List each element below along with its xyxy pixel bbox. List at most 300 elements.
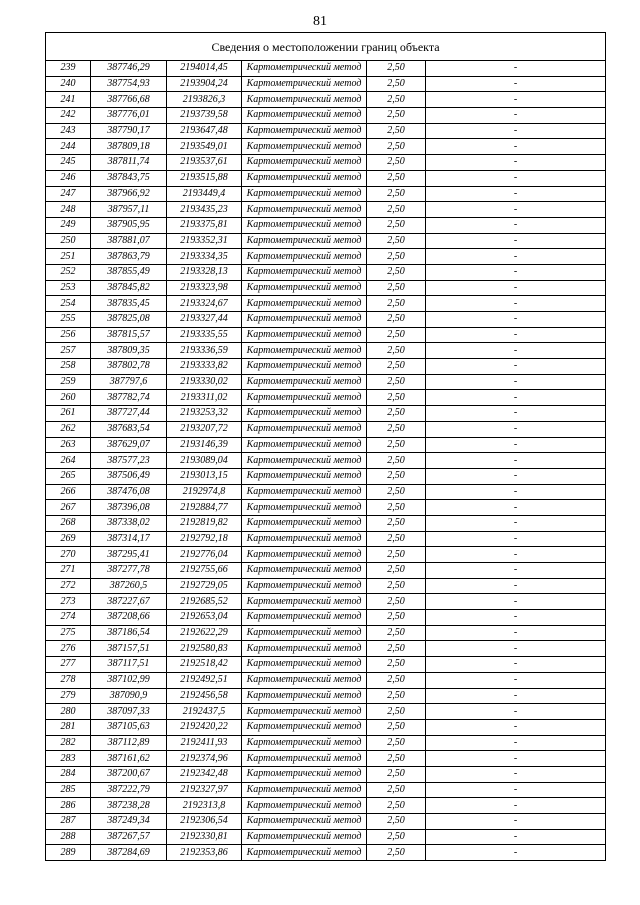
method-cell: Картометрический метод	[242, 594, 367, 610]
x-coordinate-cell: 387727,44	[91, 406, 167, 422]
table-row	[46, 484, 606, 500]
accuracy-cell: 2,50	[367, 296, 426, 312]
y-coordinate-cell: 2193336,59	[167, 343, 242, 359]
table-row	[46, 845, 606, 861]
description-cell: -	[426, 547, 606, 563]
accuracy-cell: 2,50	[367, 766, 426, 782]
x-coordinate-cell: 387766,68	[91, 92, 167, 108]
method-cell: Картометрический метод	[242, 515, 367, 531]
point-number-cell: 259	[46, 374, 91, 390]
method-cell: Картометрический метод	[242, 766, 367, 782]
point-number-cell: 260	[46, 390, 91, 406]
table-row	[46, 92, 606, 108]
method-cell: Картометрический метод	[242, 421, 367, 437]
table-row	[46, 578, 606, 594]
description-cell: -	[426, 578, 606, 594]
y-coordinate-cell: 2192653,04	[167, 610, 242, 626]
description-cell: -	[426, 233, 606, 249]
table-row	[46, 829, 606, 845]
point-number-cell: 255	[46, 312, 91, 328]
x-coordinate-cell: 387845,82	[91, 280, 167, 296]
x-coordinate-cell: 387863,79	[91, 249, 167, 265]
point-number-cell: 287	[46, 814, 91, 830]
y-coordinate-cell: 2192374,96	[167, 751, 242, 767]
table-row	[46, 798, 606, 814]
description-cell: -	[426, 421, 606, 437]
description-cell: -	[426, 202, 606, 218]
description-cell: -	[426, 845, 606, 861]
table-row	[46, 594, 606, 610]
table-row	[46, 108, 606, 124]
y-coordinate-cell: 2192353,86	[167, 845, 242, 861]
accuracy-cell: 2,50	[367, 751, 426, 767]
accuracy-cell: 2,50	[367, 563, 426, 579]
accuracy-cell: 2,50	[367, 217, 426, 233]
point-number-cell: 257	[46, 343, 91, 359]
method-cell: Картометрический метод	[242, 233, 367, 249]
description-cell: -	[426, 92, 606, 108]
y-coordinate-cell: 2192755,66	[167, 563, 242, 579]
y-coordinate-cell: 2193435,23	[167, 202, 242, 218]
method-cell: Картометрический метод	[242, 531, 367, 547]
table-row	[46, 280, 606, 296]
method-cell: Картометрический метод	[242, 845, 367, 861]
method-cell: Картометрический метод	[242, 798, 367, 814]
accuracy-cell: 2,50	[367, 672, 426, 688]
point-number-cell: 247	[46, 186, 91, 202]
description-cell: -	[426, 264, 606, 280]
method-cell: Картометрический метод	[242, 547, 367, 563]
accuracy-cell: 2,50	[367, 578, 426, 594]
y-coordinate-cell: 2192792,18	[167, 531, 242, 547]
point-number-cell: 264	[46, 453, 91, 469]
x-coordinate-cell: 387314,17	[91, 531, 167, 547]
description-cell: -	[426, 657, 606, 673]
description-cell: -	[426, 312, 606, 328]
accuracy-cell: 2,50	[367, 123, 426, 139]
accuracy-cell: 2,50	[367, 233, 426, 249]
y-coordinate-cell: 2193333,82	[167, 359, 242, 375]
description-cell: -	[426, 814, 606, 830]
description-cell: -	[426, 374, 606, 390]
x-coordinate-cell: 387577,23	[91, 453, 167, 469]
table-row	[46, 170, 606, 186]
point-number-cell: 244	[46, 139, 91, 155]
x-coordinate-cell: 387260,5	[91, 578, 167, 594]
method-cell: Картометрический метод	[242, 390, 367, 406]
method-cell: Картометрический метод	[242, 139, 367, 155]
x-coordinate-cell: 387746,29	[91, 61, 167, 77]
method-cell: Картометрический метод	[242, 657, 367, 673]
table-row	[46, 139, 606, 155]
accuracy-cell: 2,50	[367, 515, 426, 531]
description-cell: -	[426, 296, 606, 312]
description-cell: -	[426, 641, 606, 657]
accuracy-cell: 2,50	[367, 390, 426, 406]
table-row	[46, 202, 606, 218]
table-row	[46, 155, 606, 171]
accuracy-cell: 2,50	[367, 186, 426, 202]
y-coordinate-cell: 2193327,44	[167, 312, 242, 328]
method-cell: Картометрический метод	[242, 280, 367, 296]
accuracy-cell: 2,50	[367, 76, 426, 92]
table-row	[46, 374, 606, 390]
point-number-cell: 239	[46, 61, 91, 77]
table-row	[46, 563, 606, 579]
accuracy-cell: 2,50	[367, 343, 426, 359]
y-coordinate-cell: 2192330,81	[167, 829, 242, 845]
point-number-cell: 246	[46, 170, 91, 186]
method-cell: Картометрический метод	[242, 500, 367, 516]
table-row	[46, 500, 606, 516]
method-cell: Картометрический метод	[242, 406, 367, 422]
x-coordinate-cell: 387186,54	[91, 625, 167, 641]
table-row	[46, 719, 606, 735]
accuracy-cell: 2,50	[367, 547, 426, 563]
table-row	[46, 421, 606, 437]
point-number-cell: 258	[46, 359, 91, 375]
y-coordinate-cell: 2193537,61	[167, 155, 242, 171]
accuracy-cell: 2,50	[367, 202, 426, 218]
description-cell: -	[426, 343, 606, 359]
accuracy-cell: 2,50	[367, 610, 426, 626]
accuracy-cell: 2,50	[367, 327, 426, 343]
table-row	[46, 296, 606, 312]
point-number-cell: 269	[46, 531, 91, 547]
accuracy-cell: 2,50	[367, 421, 426, 437]
x-coordinate-cell: 387855,49	[91, 264, 167, 280]
description-cell: -	[426, 625, 606, 641]
x-coordinate-cell: 387476,08	[91, 484, 167, 500]
x-coordinate-cell: 387102,99	[91, 672, 167, 688]
x-coordinate-cell: 387267,57	[91, 829, 167, 845]
y-coordinate-cell: 2193013,15	[167, 468, 242, 484]
description-cell: -	[426, 594, 606, 610]
method-cell: Картометрический метод	[242, 672, 367, 688]
point-number-cell: 270	[46, 547, 91, 563]
accuracy-cell: 2,50	[367, 453, 426, 469]
accuracy-cell: 2,50	[367, 468, 426, 484]
accuracy-cell: 2,50	[367, 798, 426, 814]
table-row	[46, 437, 606, 453]
x-coordinate-cell: 387249,34	[91, 814, 167, 830]
y-coordinate-cell: 2192518,42	[167, 657, 242, 673]
method-cell: Картометрический метод	[242, 296, 367, 312]
table-row	[46, 390, 606, 406]
accuracy-cell: 2,50	[367, 484, 426, 500]
point-number-cell: 273	[46, 594, 91, 610]
method-cell: Картометрический метод	[242, 641, 367, 657]
x-coordinate-cell: 387112,89	[91, 735, 167, 751]
page-number: 81	[313, 14, 327, 29]
description-cell: -	[426, 531, 606, 547]
x-coordinate-cell: 387790,17	[91, 123, 167, 139]
description-cell: -	[426, 610, 606, 626]
accuracy-cell: 2,50	[367, 108, 426, 124]
description-cell: -	[426, 280, 606, 296]
x-coordinate-cell: 387809,18	[91, 139, 167, 155]
point-number-cell: 279	[46, 688, 91, 704]
description-cell: -	[426, 108, 606, 124]
y-coordinate-cell: 2192313,8	[167, 798, 242, 814]
point-number-cell: 245	[46, 155, 91, 171]
accuracy-cell: 2,50	[367, 594, 426, 610]
table-row	[46, 249, 606, 265]
point-number-cell: 283	[46, 751, 91, 767]
x-coordinate-cell: 387277,78	[91, 563, 167, 579]
description-cell: -	[426, 468, 606, 484]
table-row	[46, 657, 606, 673]
y-coordinate-cell: 2193146,39	[167, 437, 242, 453]
x-coordinate-cell: 387782,74	[91, 390, 167, 406]
method-cell: Картометрический метод	[242, 123, 367, 139]
table-row	[46, 186, 606, 202]
x-coordinate-cell: 387222,79	[91, 782, 167, 798]
accuracy-cell: 2,50	[367, 359, 426, 375]
method-cell: Картометрический метод	[242, 264, 367, 280]
description-cell: -	[426, 704, 606, 720]
table-row	[46, 217, 606, 233]
point-number-cell: 285	[46, 782, 91, 798]
table-row	[46, 312, 606, 328]
x-coordinate-cell: 387825,08	[91, 312, 167, 328]
accuracy-cell: 2,50	[367, 437, 426, 453]
x-coordinate-cell: 387396,08	[91, 500, 167, 516]
x-coordinate-cell: 387208,66	[91, 610, 167, 626]
method-cell: Картометрический метод	[242, 688, 367, 704]
table-row	[46, 264, 606, 280]
method-cell: Картометрический метод	[242, 202, 367, 218]
y-coordinate-cell: 2193324,67	[167, 296, 242, 312]
point-number-cell: 252	[46, 264, 91, 280]
y-coordinate-cell: 2192420,22	[167, 719, 242, 735]
y-coordinate-cell: 2193515,88	[167, 170, 242, 186]
y-coordinate-cell: 2192580,83	[167, 641, 242, 657]
method-cell: Картометрический метод	[242, 704, 367, 720]
accuracy-cell: 2,50	[367, 406, 426, 422]
method-cell: Картометрический метод	[242, 484, 367, 500]
description-cell: -	[426, 500, 606, 516]
description-cell: -	[426, 155, 606, 171]
description-cell: -	[426, 61, 606, 77]
accuracy-cell: 2,50	[367, 155, 426, 171]
table-row	[46, 751, 606, 767]
table-row	[46, 453, 606, 469]
method-cell: Картометрический метод	[242, 61, 367, 77]
x-coordinate-cell: 387966,92	[91, 186, 167, 202]
method-cell: Картометрический метод	[242, 437, 367, 453]
x-coordinate-cell: 387200,67	[91, 766, 167, 782]
y-coordinate-cell: 2192776,04	[167, 547, 242, 563]
table-row	[46, 359, 606, 375]
description-cell: -	[426, 688, 606, 704]
point-number-cell: 262	[46, 421, 91, 437]
table-row	[46, 672, 606, 688]
y-coordinate-cell: 2193207,72	[167, 421, 242, 437]
method-cell: Картометрический метод	[242, 343, 367, 359]
point-number-cell: 275	[46, 625, 91, 641]
table-row	[46, 233, 606, 249]
description-cell: -	[426, 719, 606, 735]
method-cell: Картометрический метод	[242, 814, 367, 830]
x-coordinate-cell: 387105,63	[91, 719, 167, 735]
method-cell: Картометрический метод	[242, 782, 367, 798]
description-cell: -	[426, 484, 606, 500]
x-coordinate-cell: 387843,75	[91, 170, 167, 186]
point-number-cell: 243	[46, 123, 91, 139]
x-coordinate-cell: 387797,6	[91, 374, 167, 390]
method-cell: Картометрический метод	[242, 155, 367, 171]
y-coordinate-cell: 2193328,13	[167, 264, 242, 280]
y-coordinate-cell: 2193375,81	[167, 217, 242, 233]
x-coordinate-cell: 387754,93	[91, 76, 167, 92]
y-coordinate-cell: 2192306,54	[167, 814, 242, 830]
method-cell: Картометрический метод	[242, 563, 367, 579]
point-number-cell: 242	[46, 108, 91, 124]
description-cell: -	[426, 563, 606, 579]
point-number-cell: 276	[46, 641, 91, 657]
y-coordinate-cell: 2192974,8	[167, 484, 242, 500]
x-coordinate-cell: 387815,57	[91, 327, 167, 343]
x-coordinate-cell: 387284,69	[91, 845, 167, 861]
y-coordinate-cell: 2193089,04	[167, 453, 242, 469]
table-row	[46, 814, 606, 830]
description-cell: -	[426, 735, 606, 751]
accuracy-cell: 2,50	[367, 814, 426, 830]
x-coordinate-cell: 387957,11	[91, 202, 167, 218]
table-row	[46, 547, 606, 563]
y-coordinate-cell: 2193449,4	[167, 186, 242, 202]
y-coordinate-cell: 2193253,32	[167, 406, 242, 422]
y-coordinate-cell: 2194014,45	[167, 61, 242, 77]
description-cell: -	[426, 170, 606, 186]
y-coordinate-cell: 2193549,01	[167, 139, 242, 155]
method-cell: Картометрический метод	[242, 186, 367, 202]
y-coordinate-cell: 2192819,82	[167, 515, 242, 531]
boundary-coordinates-table	[45, 32, 606, 861]
accuracy-cell: 2,50	[367, 170, 426, 186]
x-coordinate-cell: 387776,01	[91, 108, 167, 124]
description-cell: -	[426, 782, 606, 798]
x-coordinate-cell: 387683,54	[91, 421, 167, 437]
table-row	[46, 61, 606, 77]
point-number-cell: 271	[46, 563, 91, 579]
accuracy-cell: 2,50	[367, 264, 426, 280]
x-coordinate-cell: 387227,67	[91, 594, 167, 610]
accuracy-cell: 2,50	[367, 531, 426, 547]
x-coordinate-cell: 387161,62	[91, 751, 167, 767]
point-number-cell: 263	[46, 437, 91, 453]
method-cell: Картометрический метод	[242, 170, 367, 186]
x-coordinate-cell: 387157,51	[91, 641, 167, 657]
x-coordinate-cell: 387295,41	[91, 547, 167, 563]
x-coordinate-cell: 387238,28	[91, 798, 167, 814]
x-coordinate-cell: 387506,49	[91, 468, 167, 484]
x-coordinate-cell: 387905,95	[91, 217, 167, 233]
y-coordinate-cell: 2192437,5	[167, 704, 242, 720]
description-cell: -	[426, 453, 606, 469]
method-cell: Картометрический метод	[242, 625, 367, 641]
y-coordinate-cell: 2193334,35	[167, 249, 242, 265]
table-title: Сведения о местоположении границ объекта	[46, 33, 606, 61]
y-coordinate-cell: 2193311,02	[167, 390, 242, 406]
accuracy-cell: 2,50	[367, 139, 426, 155]
y-coordinate-cell: 2193352,31	[167, 233, 242, 249]
point-number-cell: 240	[46, 76, 91, 92]
table-row	[46, 704, 606, 720]
y-coordinate-cell: 2192456,58	[167, 688, 242, 704]
table-row	[46, 641, 606, 657]
accuracy-cell: 2,50	[367, 829, 426, 845]
point-number-cell: 265	[46, 468, 91, 484]
point-number-cell: 281	[46, 719, 91, 735]
point-number-cell: 274	[46, 610, 91, 626]
point-number-cell: 267	[46, 500, 91, 516]
y-coordinate-cell: 2193739,58	[167, 108, 242, 124]
point-number-cell: 280	[46, 704, 91, 720]
point-number-cell: 282	[46, 735, 91, 751]
x-coordinate-cell: 387117,51	[91, 657, 167, 673]
y-coordinate-cell: 2192492,51	[167, 672, 242, 688]
method-cell: Картометрический метод	[242, 92, 367, 108]
y-coordinate-cell: 2192622,29	[167, 625, 242, 641]
point-number-cell: 249	[46, 217, 91, 233]
point-number-cell: 253	[46, 280, 91, 296]
point-number-cell: 288	[46, 829, 91, 845]
method-cell: Картометрический метод	[242, 359, 367, 375]
method-cell: Картометрический метод	[242, 829, 367, 845]
table-row	[46, 766, 606, 782]
table-row	[46, 688, 606, 704]
point-number-cell: 278	[46, 672, 91, 688]
y-coordinate-cell: 2192327,97	[167, 782, 242, 798]
method-cell: Картометрический метод	[242, 217, 367, 233]
accuracy-cell: 2,50	[367, 719, 426, 735]
description-cell: -	[426, 437, 606, 453]
accuracy-cell: 2,50	[367, 280, 426, 296]
point-number-cell: 248	[46, 202, 91, 218]
point-number-cell: 254	[46, 296, 91, 312]
description-cell: -	[426, 76, 606, 92]
table-title-row	[46, 33, 606, 61]
description-cell: -	[426, 829, 606, 845]
description-cell: -	[426, 139, 606, 155]
point-number-cell: 250	[46, 233, 91, 249]
y-coordinate-cell: 2193323,98	[167, 280, 242, 296]
method-cell: Картометрический метод	[242, 312, 367, 328]
method-cell: Картометрический метод	[242, 735, 367, 751]
method-cell: Картометрический метод	[242, 249, 367, 265]
point-number-cell: 289	[46, 845, 91, 861]
y-coordinate-cell: 2193335,55	[167, 327, 242, 343]
method-cell: Картометрический метод	[242, 751, 367, 767]
point-number-cell: 277	[46, 657, 91, 673]
y-coordinate-cell: 2192411,93	[167, 735, 242, 751]
method-cell: Картометрический метод	[242, 453, 367, 469]
method-cell: Картометрический метод	[242, 327, 367, 343]
description-cell: -	[426, 798, 606, 814]
table-row	[46, 515, 606, 531]
point-number-cell: 284	[46, 766, 91, 782]
table-row	[46, 343, 606, 359]
description-cell: -	[426, 766, 606, 782]
description-cell: -	[426, 751, 606, 767]
table-row	[46, 610, 606, 626]
accuracy-cell: 2,50	[367, 704, 426, 720]
y-coordinate-cell: 2192729,05	[167, 578, 242, 594]
table-body	[46, 61, 606, 861]
y-coordinate-cell: 2193647,48	[167, 123, 242, 139]
